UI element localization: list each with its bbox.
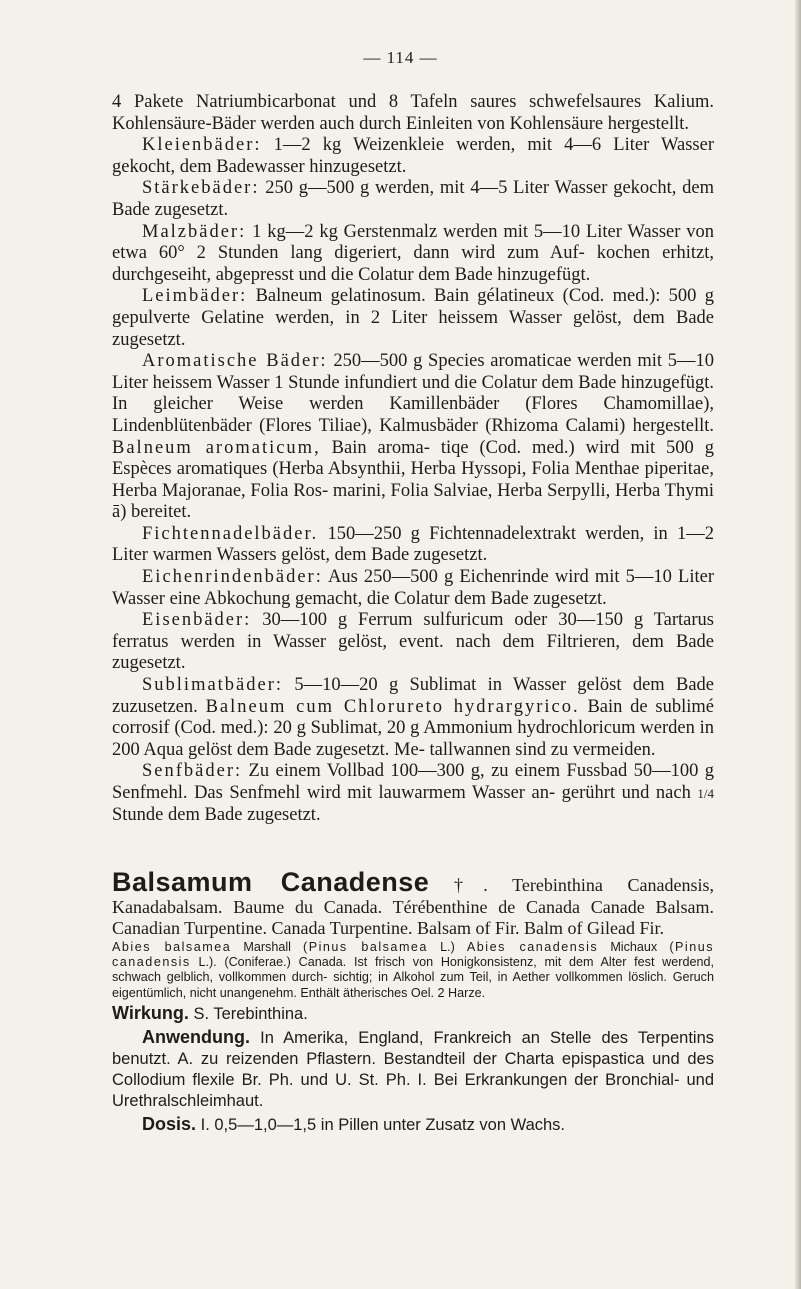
entry-heading	[112, 867, 714, 940]
dosis-text: I. 0,5—1,0—1,5 in Pillen unter Zusatz von Wachs.	[200, 1116, 566, 1135]
senfbaeder-term: Senfbäder:	[142, 761, 243, 782]
staerkebaeder-text: 250 g—500 g werden, mit 4—5 Liter Wasser gekocht, dem Bade zugesetzt.	[112, 178, 714, 220]
leimbaeder-term: Leimbäder:	[142, 286, 248, 307]
eisenbaeder-term: Eisenbäder:	[142, 610, 252, 631]
anwendung-section	[112, 1027, 714, 1112]
source-name-pinus-canadensis: (Pinus canadensis	[112, 939, 715, 969]
leimbaeder-text: Balneum gelatinosum. Bain gélatineux (Cod. med.): 500 g gepulverte Gelatine werden, in 2 Liter heissem Wasser gelöst, dem Bade zugesetzt.	[112, 286, 714, 350]
anwendung-label: Anwendung.	[142, 1027, 250, 1048]
entry-synonyms: Terebinthina Canadensis, Kanadabalsam. Baume du Canada. Térébenthine de Canada Canade Balsam. Canadian Turpentine. Canada Turpentine. Balsam of Fir. Balm of Gilead Fir.	[112, 875, 714, 938]
leimbaeder-paragraph	[112, 286, 714, 351]
source-description-text: L.). (Coniferae.) Canada. Ist frisch von Honigkonsistenz, mit dem Alter fest werdend, schwach gelblich, vollkommen durch- sichtig; in Alkohol zum Teil, in Aether vollkommen löslich. Geruch eigentümlich, nicht unangenehm. Enthält ätherisches Oel. 2 Harze.	[112, 954, 714, 1000]
dosis-label: Dosis.	[142, 1114, 197, 1135]
fichtennadelbaeder-paragraph	[112, 524, 714, 567]
page-number: — 114 —	[363, 48, 438, 67]
fichtennadelbaeder-term: Fichtennadelbäder.	[142, 523, 319, 544]
source-name-pinus-balsamea: (Pinus balsamea	[303, 939, 428, 954]
source-name-abies-balsamea: Abies balsamea	[112, 939, 232, 954]
source-name-abies-canadensis: Abies canadensis	[466, 939, 599, 954]
intro-paragraph: 4 Pakete Natriumbicarbonat und 8 Tafeln saures schwefelsaures Kalium. Kohlensäure-Bäder werden auch durch Einleiten von Kohlensäure hergestellt.	[112, 92, 714, 134]
entry-source-description	[112, 940, 714, 1002]
malzbaeder-paragraph	[112, 222, 714, 287]
quarter-fraction: 1/4	[697, 786, 715, 801]
kleienbaeder-paragraph	[112, 135, 714, 178]
senfbaeder-text: Zu einem Vollbad 100—300 g, zu einem Fussbad 50—100 g Senfmehl. Das Senfmehl wird mit lauwarmem Wasser an- gerührt und nach	[112, 761, 714, 803]
aromatische-baeder-paragraph	[112, 351, 714, 524]
bath-recipes-section	[112, 92, 714, 826]
kleienbaeder-term: Kleienbäder:	[142, 135, 262, 156]
eichenrindenbaeder-paragraph	[112, 567, 714, 610]
eichenrindenbaeder-text: Aus 250—500 g Eichenrinde wird mit 5—10 Liter Wasser eine Abkochung gemacht, die Colatur dem Bade zugesetzt.	[112, 567, 715, 609]
sublimatbaeder-term: Sublimatbäder:	[142, 675, 284, 696]
balneum-aromaticum-text: Bain aroma- tiqe (Cod. med.) wird mit 500 g Espèces aromatiques (Herba Absynthii, Herba Hyssopi, Folia Menthae piperitae, Herba Majoranae, Folia Ros- marini, Folia Salviae, Herba Serpylli, Herba Thymi ā) bereitet.	[112, 437, 714, 523]
wirkung-text: S. Terebinthina.	[193, 1005, 308, 1024]
dosis-section	[112, 1114, 714, 1136]
sublimatbaeder-text: 5—10—20 g Sublimat in Wasser gelöst dem Bade zuzusetzen.	[112, 675, 714, 717]
malzbaeder-text: 1 kg—2 kg Gerstenmalz werden mit 5—10 Liter Wasser von etwa 60° 2 Stunden lang digeriert, dann wird zum Auf- kochen erhitzt, durchgeseiht, abgepresst und die Colatur dem Bade hinzugefügt.	[112, 221, 714, 285]
sublimatbaeder-paragraph	[112, 675, 714, 761]
kleienbaeder-text: 1—2 kg Weizenkleie werden, mit 4—6 Liter Wasser gekocht, dem Badewasser hinzugesetzt.	[112, 135, 714, 177]
senfbaeder-text-end: Stunde dem Bade zugesetzt.	[112, 804, 321, 825]
eisenbaeder-paragraph	[112, 610, 714, 675]
anwendung-text: In Amerika, England, Frankreich an Stelle des Terpentins benutzt. A. zu reizenden Pflastern. Bestandteil der Charta epispastica und des Collodium flexile Br. Ph. und U. St. Ph. I. Bei Erkrankungen der Bronchial- und Urethralschleimhaut.	[112, 1029, 714, 1111]
malzbaeder-term: Malzbäder:	[142, 221, 247, 242]
eisenbaeder-text: 30—100 g Ferrum sulfuricum oder 30—150 g Tartarus ferratus werden in Wasser gelöst, event. nach dem Filtrieren, dem Bade zugesetzt.	[112, 610, 715, 674]
entry-title: Balsamum Canadense	[112, 867, 430, 897]
dagger-mark: †.	[454, 875, 488, 895]
balsamum-canadense-entry	[112, 867, 715, 1136]
balneum-chlorureto-term: Balneum cum Chlorureto hydrargyrico.	[205, 696, 580, 717]
page-edge-shadow	[795, 0, 801, 1289]
balneum-chlorureto-text: Bain de sublimé corrosif (Cod. med.): 20 g Sublimat, 20 g Ammonium hydrochloricum werden in 200 Aqua gelöst dem Bade zugesetzt. Me- tallwannen sind zu vermeiden.	[112, 696, 715, 760]
eichenrindenbaeder-term: Eichenrindenbäder:	[142, 567, 323, 588]
wirkung-section	[112, 1003, 714, 1025]
wirkung-label: Wirkung.	[112, 1003, 189, 1024]
balneum-aromaticum-term: Balneum aromaticum,	[112, 437, 321, 458]
staerkebaeder-paragraph	[112, 178, 714, 221]
senfbaeder-paragraph	[112, 761, 714, 826]
staerkebaeder-term: Stärkebäder:	[142, 178, 260, 199]
aromatische-baeder-text: 250—500 g Species aromaticae werden mit 5—10 Liter heissem Wasser 1 Stunde infundiert und die Colatur dem Bade hinzugefügt. In gleicher Weise werden Kamillenbäder (Flores Chamomillae), Lindenblütenbäder (Flores Tiliae), Kalmusbäder (Rhizoma Calami) hergestellt.	[112, 351, 715, 436]
source-author-l: L.)	[440, 939, 455, 954]
aromatische-baeder-term: Aromatische Bäder:	[142, 351, 328, 372]
fichtennadelbaeder-text: 150—250 g Fichtennadelextrakt werden, in 1—2 Liter warmen Wassers gelöst, dem Bade zugesetzt.	[112, 523, 714, 566]
source-author-marshall: Marshall	[243, 939, 291, 954]
source-author-michaux: Michaux	[610, 939, 658, 954]
